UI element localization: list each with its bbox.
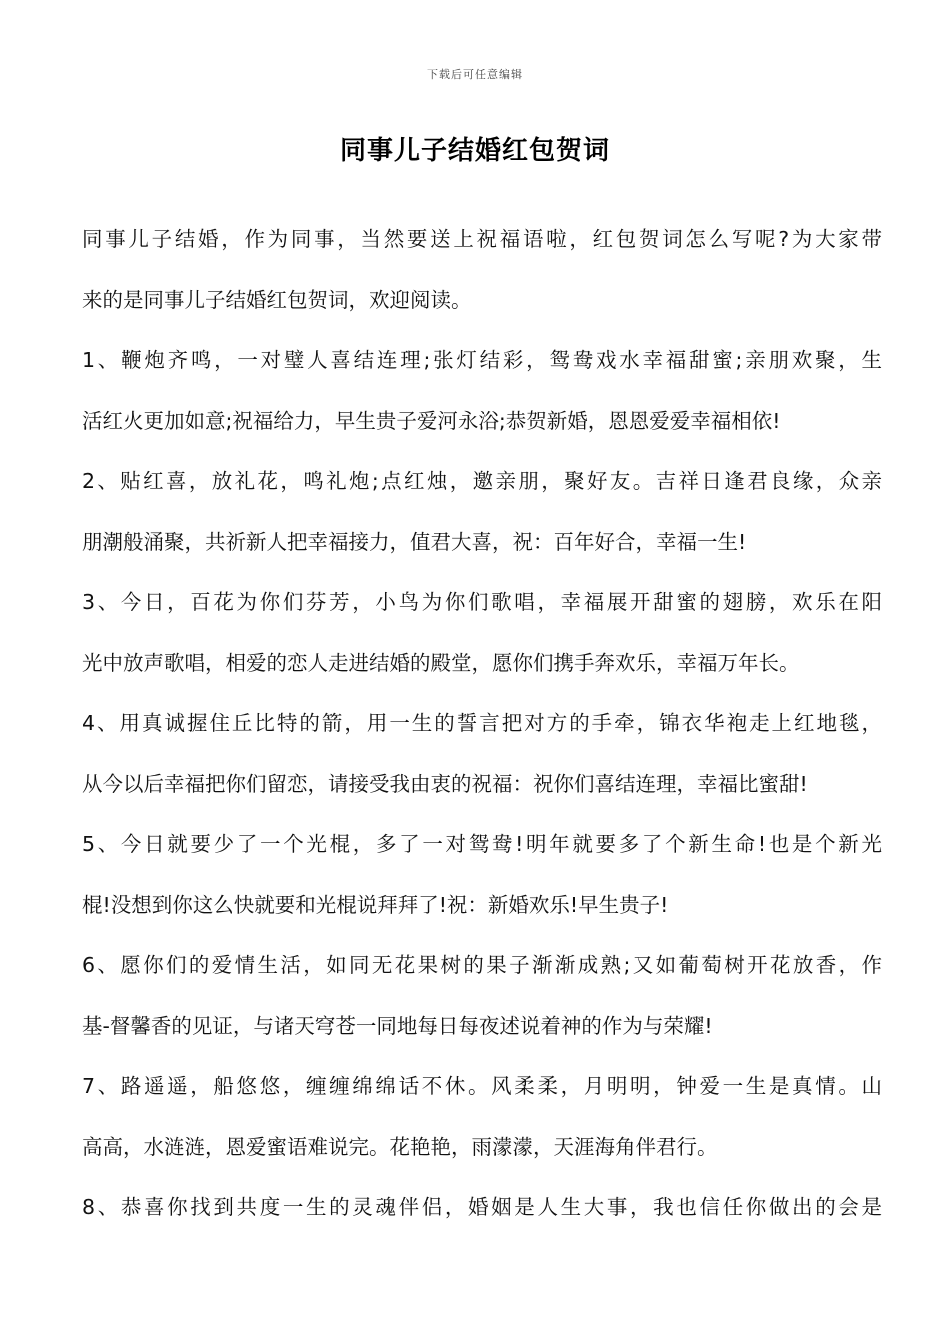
text-line: 同事儿子结婚，作为同事，当然要送上祝福语啦，红包贺词怎么写呢?为大家带 xyxy=(82,227,882,251)
document-body xyxy=(82,218,882,1247)
text-line: 2、贴红喜，放礼花，鸣礼炮;点红烛，邀亲朋，聚好友。吉祥日逢君良缘，众亲 xyxy=(82,469,882,493)
text-line: 活红火更加如意;祝福给力，早生贵子爱河永浴;恭贺新婚，恩恩爱爱幸福相依! xyxy=(82,408,781,433)
page-title: 同事儿子结婚红包贺词 xyxy=(339,136,610,166)
text-line: 从今以后幸福把你们留恋，请接受我由衷的祝福：祝你们喜结连理，幸福比蜜甜! xyxy=(82,771,808,796)
text-line: 6、愿你们的爱情生活，如同无花果树的果子渐渐成熟;又如葡萄树开花放香，作 xyxy=(82,953,882,977)
text-line: 高高，水涟涟，恩爱蜜语难说完。花艳艳，雨濛濛，天涯海角伴君行。 xyxy=(82,1134,718,1159)
text-line: 7、路遥遥，船悠悠，缠缠绵绵话不休。风柔柔，月明明，钟爱一生是真情。山 xyxy=(82,1074,882,1098)
text-line: 8、恭喜你找到共度一生的灵魂伴侣，婚姻是人生大事，我也信任你做出的会是 xyxy=(82,1195,882,1219)
text-line: 1、鞭炮齐鸣，一对璧人喜结连理;张灯结彩，鸳鸯戏水幸福甜蜜;亲朋欢聚，生 xyxy=(82,348,882,372)
text-line: 4、用真诚握住丘比特的箭，用一生的誓言把对方的手牵，锦衣华袍走上红地毯， xyxy=(82,711,882,735)
text-line: 基-督馨香的见证，与诸天穹苍一同地每日每夜述说着神的作为与荣耀! xyxy=(82,1013,713,1038)
header-note: 下载后可任意编辑 xyxy=(427,68,523,81)
text-line: 来的是同事儿子结婚红包贺词，欢迎阅读。 xyxy=(82,287,472,312)
text-line: 朋潮般涌聚，共祈新人把幸福接力，值君大喜，祝：百年好合，幸福一生! xyxy=(82,529,747,554)
text-line: 3、今日，百花为你们芬芳，小鸟为你们歌唱，幸福展开甜蜜的翅膀，欢乐在阳 xyxy=(82,590,882,614)
text-line: 5、今日就要少了一个光棍，多了一对鸳鸯!明年就要多了个新生命!也是个新光 xyxy=(82,832,882,856)
text-line: 棍!没想到你这么快就要和光棍说拜拜了!祝：新婚欢乐!早生贵子! xyxy=(82,892,669,917)
text-line: 光中放声歌唱，相爱的恋人走进结婚的殿堂，愿你们携手奔欢乐，幸福万年长。 xyxy=(82,650,800,675)
